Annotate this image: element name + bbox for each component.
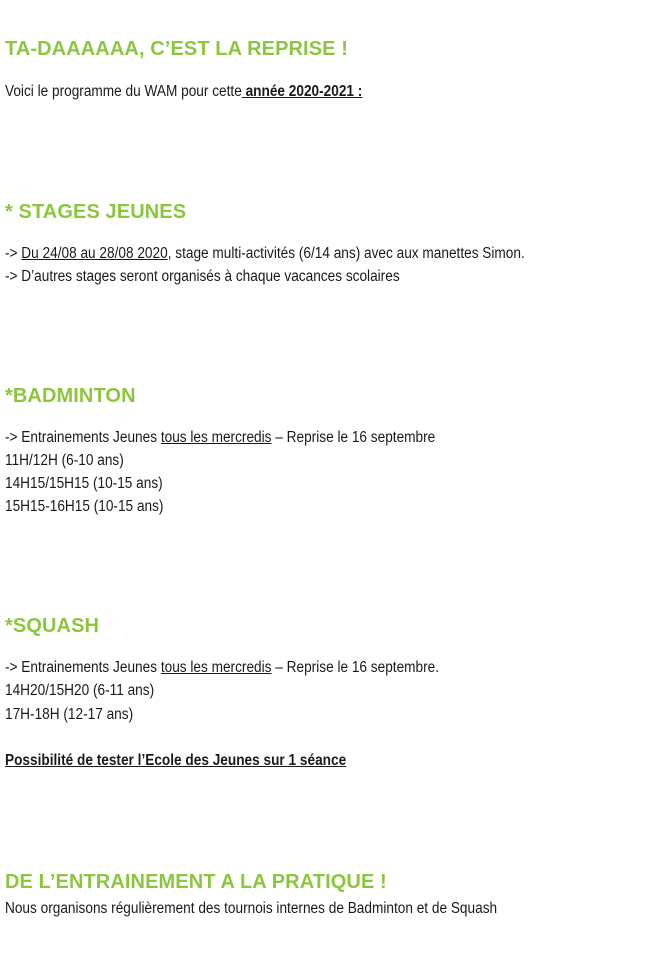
intro-line [5, 84, 362, 100]
badminton-session: 11H/12H (6-10 ans) [5, 452, 124, 469]
intro-text: Voici le programme du WAM pour cette [5, 83, 242, 100]
stages-line-2: -> D’autres stages seront organisés à chaque vacances scolaires [5, 268, 400, 285]
squash-heading: *SQUASH [5, 615, 100, 637]
intro-year: année 2020-2021 : [241, 83, 363, 100]
badminton-session: 15H15-16H15 (10-15 ans) [5, 498, 164, 515]
stages-line-1 [5, 246, 525, 262]
badminton-session: 14H15/15H15 (10-15 ans) [5, 475, 163, 492]
stages-description: , stage multi-activités (6/14 ans) avec aux manettes Simon. [167, 245, 525, 262]
badminton-line-1 [5, 430, 435, 446]
badminton-reprise: – Reprise le 16 septembre [271, 429, 436, 446]
squash-prefix: -> Entrainements Jeunes [5, 659, 161, 676]
badminton-days: tous les mercredis [160, 429, 272, 446]
squash-line-1 [5, 660, 439, 676]
reprise-heading: TA-DAAAAAA, C’EST LA REPRISE ! [5, 38, 348, 60]
stages-heading: * STAGES JEUNES [5, 201, 187, 223]
stages-dates: Du 24/08 au 28/08 2020 [21, 245, 168, 262]
squash-session: 17H-18H (12-17 ans) [5, 706, 134, 723]
squash-session: 14H20/15H20 (6-11 ans) [5, 682, 155, 699]
squash-test-note: Possibilité de tester l’Ecole des Jeunes sur 1 séance [5, 752, 347, 769]
squash-reprise: – Reprise le 16 septembre. [271, 659, 440, 676]
squash-days: tous les mercredis [160, 659, 272, 676]
badminton-heading: *BADMINTON [5, 385, 136, 407]
pratique-text: Nous organisons régulièrement des tournois internes de Badminton et de Squash [5, 900, 498, 917]
pratique-heading: DE L’ENTRAINEMENT A LA PRATIQUE ! [5, 871, 387, 893]
badminton-prefix: -> Entrainements Jeunes [5, 429, 161, 446]
stages-arrow: -> [5, 245, 22, 262]
